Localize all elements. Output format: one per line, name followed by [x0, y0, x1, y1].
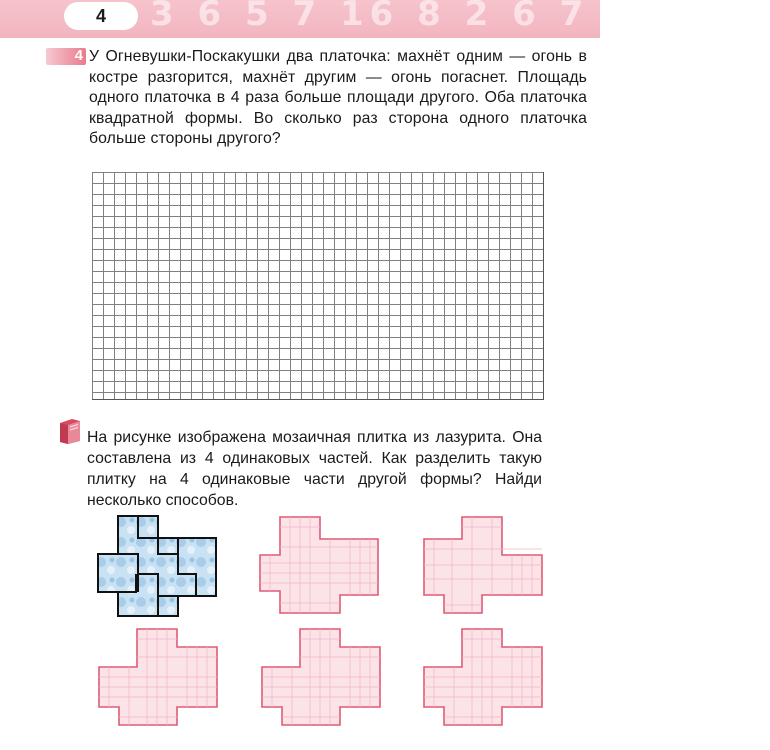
answer-grid[interactable]: [92, 172, 544, 400]
header-decoration: 3 6 5 7 16 8 2 6 7 ·6-4=2: [150, 0, 770, 34]
page-number: 4: [64, 2, 138, 30]
empty-tile-2[interactable]: [422, 517, 544, 615]
book-icon: [57, 417, 83, 445]
page-header: [0, 0, 770, 38]
empty-tile-3[interactable]: [97, 627, 219, 727]
task-badge: [46, 48, 86, 65]
lapis-mosaic-tile: [96, 516, 220, 616]
empty-tile-4[interactable]: [260, 627, 382, 727]
task-text: У Огневушки-Поскакушки два платочка: махнёт одним — огонь в костре разгорится, махнёт другим — огонь погаснет. Площадь одного платочка в 4 раза больше площади другого. Оба платочка квадратной формы. Во сколько раз сторона одного платочка больше стороны другого?: [89, 48, 587, 147]
task-number: 4: [74, 47, 83, 64]
empty-tile-5[interactable]: [422, 627, 544, 727]
puzzle-text: На рисунке изображена мозаичная плитка из лазурита. Она составлена из 4 одинаковых частей. Как разделить такую плитку на 4 одинаковые части другой формы? Найди несколько способов.: [87, 429, 542, 509]
empty-tile-1[interactable]: [258, 517, 380, 615]
